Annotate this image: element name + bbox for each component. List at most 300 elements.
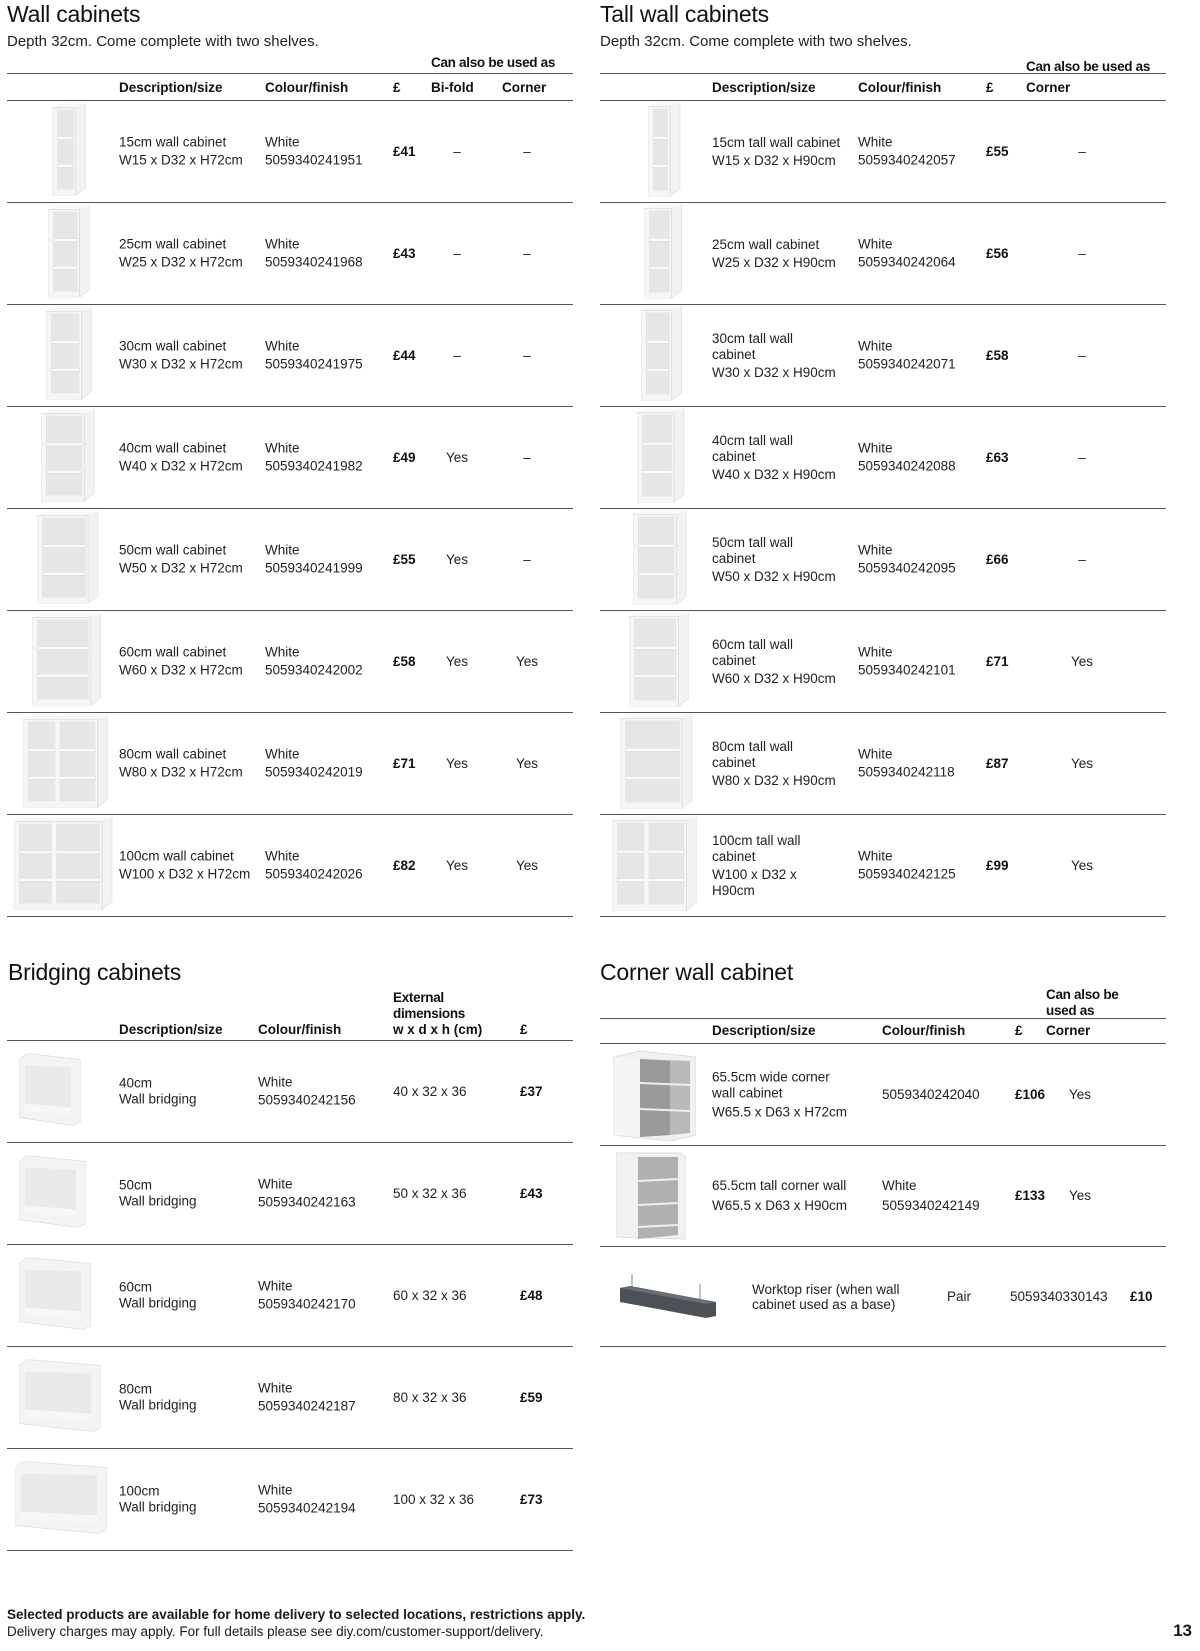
corner-use: – [1078, 449, 1086, 465]
corner-cabinet-image [610, 1049, 696, 1141]
header-price: £ [986, 80, 994, 95]
colour-finish [265, 542, 363, 577]
colour-finish [258, 1176, 356, 1211]
bifold-use: Yes [445, 653, 469, 669]
colour: White [265, 848, 300, 863]
colour-finish [258, 1380, 356, 1415]
bifold-use: Yes [445, 449, 469, 465]
tall-wall-cabinet-image [648, 102, 682, 201]
dimensions: W40 x D32 x H90cm [712, 466, 836, 482]
dimensions: W50 x D32 x H90cm [712, 568, 836, 584]
description [119, 1381, 197, 1414]
section-title: Bridging cabinets [8, 959, 182, 985]
table-row [7, 305, 573, 407]
external-dimensions: 100 x 32 x 36 [393, 1491, 475, 1507]
colour-finish [858, 644, 956, 679]
colour: White [858, 440, 893, 455]
table-row [7, 407, 573, 509]
colour: White [882, 1178, 917, 1193]
bifold-use: – [453, 245, 461, 261]
description-line2: Wall bridging [119, 1295, 197, 1311]
bridging-cabinet-image [19, 1359, 101, 1436]
price: £82 [393, 857, 416, 873]
table-row [7, 509, 573, 611]
table-row [600, 101, 1166, 203]
description-line2: cabinet [712, 448, 756, 464]
description-line1: 40cm tall wall [712, 432, 794, 448]
corner-use: Yes [515, 857, 539, 873]
external-dimensions: 40 x 32 x 36 [393, 1083, 467, 1099]
table-row [600, 509, 1166, 611]
dimensions: W60 x D32 x H90cm [712, 670, 836, 686]
corner-use: Yes [1070, 857, 1094, 873]
description-line1: 60cm tall wall [712, 636, 794, 652]
colour-finish [858, 440, 956, 475]
description [119, 542, 243, 577]
price: £58 [393, 653, 416, 669]
external-dimensions: 60 x 32 x 36 [393, 1287, 467, 1303]
super-header: Can also be used as [1026, 59, 1151, 74]
tall-wall-cabinet-image [644, 204, 684, 303]
description-line1: 15cm wall cabinet [119, 134, 227, 149]
wall-cabinet-image [48, 205, 92, 302]
description [119, 134, 243, 169]
header-description: Description/size [119, 80, 223, 95]
bridging-cabinet-rows [7, 1041, 573, 1551]
description [712, 433, 836, 483]
header-external-line3: w x d x h (cm) [393, 1022, 483, 1037]
description-line1: 50cm wall cabinet [119, 542, 227, 557]
corner-use: – [1078, 245, 1086, 261]
table-row [600, 815, 1166, 917]
description [119, 1279, 197, 1312]
wall-cabinet-image [37, 511, 100, 608]
description-line2: cabinet [712, 848, 756, 864]
description-line1: 60cm wall cabinet [119, 644, 227, 659]
colour: White [858, 338, 893, 353]
colour-finish [265, 644, 363, 679]
header-description: Description/size [712, 1023, 816, 1038]
tall-wall-cabinet-image [629, 612, 690, 711]
price: £48 [520, 1287, 543, 1303]
tall-corner-cabinet-image [616, 1149, 686, 1243]
colour: White [265, 236, 300, 251]
table-row [7, 1041, 573, 1143]
product-code: 5059340241968 [265, 254, 363, 270]
header-corner: Corner [1026, 80, 1071, 95]
dimensions-line2: H90cm [712, 882, 755, 898]
worktop-riser-image [620, 1272, 720, 1322]
description-line1: 80cm wall cabinet [119, 746, 227, 761]
description-line1: 15cm tall wall cabinet [712, 134, 841, 150]
colour-finish [858, 134, 956, 169]
corner-use: – [523, 551, 531, 567]
price: £99 [986, 857, 1009, 873]
wall-cabinet-image [23, 715, 109, 812]
section-title: Wall cabinets [7, 1, 141, 27]
tall-wall-cabinet-image [633, 510, 688, 609]
corner-use: – [523, 245, 531, 261]
tall-wall-cabinet-image [620, 714, 694, 813]
header-corner: Corner [502, 80, 547, 95]
description-line1: 100cm tall wall [712, 832, 801, 848]
description-line2: Wall bridging [119, 1397, 197, 1413]
table-row [600, 1146, 1166, 1247]
colour-finish [265, 746, 363, 781]
description-line1: 100cm [119, 1483, 160, 1498]
description [119, 1075, 197, 1108]
description-line1: 25cm wall cabinet [712, 236, 820, 252]
product-code: 5059340330143 [1010, 1288, 1108, 1304]
price: £66 [986, 551, 1009, 567]
super-header: Can also be used as [431, 55, 556, 70]
corner-use: Yes [1069, 1086, 1092, 1102]
header-colour: Colour/finish [258, 1022, 342, 1037]
colour-finish [858, 542, 956, 577]
description-line1: 30cm tall wall [712, 330, 794, 346]
product-code: 5059340242095 [858, 560, 956, 576]
price: £56 [986, 245, 1009, 261]
header-colour: Colour/finish [858, 80, 942, 95]
section-title: Corner wall cabinet [600, 959, 794, 985]
wall-cabinet-image [14, 817, 114, 914]
wall-cabinet-image [52, 103, 88, 200]
description [712, 739, 836, 789]
product-code: 5059340241999 [265, 560, 363, 576]
table-header [7, 1023, 573, 1041]
dimensions: W25 x D32 x H72cm [119, 254, 243, 270]
colour-finish [265, 848, 363, 883]
description [712, 1178, 847, 1214]
external-dimensions: 50 x 32 x 36 [393, 1185, 467, 1201]
table-header [600, 1018, 1166, 1044]
colour: White [858, 134, 893, 149]
bifold-use: – [453, 347, 461, 363]
tall-wall-cabinets-section [600, 0, 1166, 917]
description-line1: 60cm [119, 1279, 153, 1294]
price: £133 [1015, 1187, 1046, 1203]
description-line1: 65.5cm wide corner [712, 1068, 830, 1084]
colour-finish [265, 440, 363, 475]
tall-wall-cabinet-image [637, 408, 686, 507]
price: £106 [1015, 1086, 1046, 1102]
price: £71 [393, 755, 416, 771]
footer-line2: Delivery charges may apply. For full details please see diy.com/customer-support/delivery. [7, 1624, 544, 1639]
colour: White [265, 746, 300, 761]
page-number: 13 [1173, 1621, 1192, 1640]
description [712, 1069, 847, 1121]
description-line2: Wall bridging [119, 1091, 197, 1107]
header-description: Description/size [119, 1022, 223, 1037]
colour: White [265, 644, 300, 659]
table-row [7, 101, 573, 203]
colour-finish [882, 1178, 980, 1214]
footer-line1: Selected products are available for home delivery to selected locations, restrictions apply. [7, 1607, 586, 1622]
price: £10 [1130, 1288, 1153, 1304]
description-line2: Wall bridging [119, 1499, 197, 1515]
description [119, 338, 243, 373]
table-row [7, 1143, 573, 1245]
table-row [7, 203, 573, 305]
price: £87 [986, 755, 1009, 771]
dimensions: W60 x D32 x H72cm [119, 662, 243, 678]
corner-use: Yes [1070, 653, 1094, 669]
dimensions: W100 x D32 x H72cm [119, 866, 251, 882]
colour-finish [858, 848, 956, 883]
price: £71 [986, 653, 1009, 669]
description-line2: cabinet [712, 346, 756, 362]
header-description: Description/size [712, 80, 816, 95]
dimensions: W15 x D32 x H72cm [119, 152, 243, 168]
colour-finish [858, 746, 955, 781]
dimensions: W30 x D32 x H72cm [119, 356, 243, 372]
header-external-line1: External [393, 990, 444, 1005]
bifold-use: Yes [445, 551, 469, 567]
tall-wall-cabinet-image [612, 816, 698, 915]
product-code: 5059340242002 [265, 662, 363, 678]
price: £58 [986, 347, 1009, 363]
dimensions: W80 x D32 x H72cm [119, 764, 243, 780]
dimensions: W80 x D32 x H90cm [712, 772, 836, 788]
description [119, 1177, 197, 1210]
description-line2: cabinet used as a base) [752, 1296, 896, 1312]
header-external-line2: dimensions [393, 1006, 466, 1021]
description-line1: 30cm wall cabinet [119, 338, 227, 353]
super-header-line2: used as [1046, 1003, 1095, 1018]
corner-use: – [1078, 143, 1086, 159]
description-line1: 25cm wall cabinet [119, 236, 227, 251]
bifold-use: Yes [445, 755, 469, 771]
price: £59 [520, 1389, 543, 1405]
header-colour: Colour/finish [265, 80, 349, 95]
description-line1: 50cm tall wall [712, 534, 794, 550]
table-row [600, 407, 1166, 509]
table-row [7, 1449, 573, 1551]
table-row [600, 713, 1166, 815]
description-line2: Wall bridging [119, 1193, 197, 1209]
dimensions: W65.5 x D63 x H72cm [712, 1103, 848, 1119]
table-row [7, 815, 573, 917]
description [119, 746, 243, 781]
description-line1: 65.5cm tall corner wall [712, 1178, 847, 1193]
header-colour: Colour/finish [882, 1023, 966, 1038]
colour: White [858, 848, 893, 863]
description-line2: cabinet [712, 550, 756, 566]
corner-use: – [523, 143, 531, 159]
description-line1: 80cm [119, 1381, 153, 1396]
wall-cabinet-image [32, 613, 103, 710]
product-code: 5059340242071 [858, 356, 956, 372]
description-line2: cabinet [712, 754, 756, 770]
bridging-cabinets-table [7, 989, 573, 1551]
bifold-use: – [453, 143, 461, 159]
colour: White [858, 236, 893, 251]
colour: White [858, 746, 893, 761]
description-line1: Worktop riser (when wall [752, 1281, 900, 1297]
corner-use: – [523, 449, 531, 465]
colour-finish [265, 236, 363, 271]
price: £73 [520, 1491, 543, 1507]
colour-finish [258, 1074, 356, 1109]
price: £55 [393, 551, 416, 567]
colour: White [258, 1074, 293, 1089]
description [119, 1483, 197, 1516]
description [712, 535, 836, 585]
description-line1: 50cm [119, 1177, 153, 1192]
colour: White [265, 440, 300, 455]
description [119, 644, 243, 679]
description-line2: cabinet [712, 652, 756, 668]
table-row [7, 1347, 573, 1449]
corner-use: Yes [1070, 755, 1094, 771]
tall-wall-cabinets-table [600, 53, 1166, 917]
description [712, 135, 840, 169]
colour-finish [265, 134, 363, 169]
product-code: 5059340242101 [858, 662, 956, 678]
wall-cabinets-section [7, 0, 573, 917]
table-row [7, 1245, 573, 1347]
product-code: 5059340241982 [265, 458, 363, 474]
colour: White [265, 542, 300, 557]
table-header [7, 73, 573, 101]
corner-wall-cabinet-section [600, 959, 1166, 1347]
wall-cabinet-image [46, 307, 93, 404]
product-code: 5059340242156 [258, 1092, 356, 1108]
price: £41 [393, 143, 416, 159]
external-dimensions: 80 x 32 x 36 [393, 1389, 467, 1405]
header-bifold: Bi-fold [431, 80, 474, 95]
description-line1: 80cm tall wall [712, 738, 794, 754]
header-price: £ [1015, 1023, 1023, 1038]
tall-wall-cabinet-rows [600, 101, 1166, 917]
colour: White [858, 542, 893, 557]
description [119, 848, 250, 883]
tall-wall-cabinet-image [641, 306, 684, 405]
description [712, 833, 801, 899]
section-title: Tall wall cabinets [600, 1, 769, 27]
product-code: 5059340242026 [265, 866, 363, 882]
price: £37 [520, 1083, 543, 1099]
wall-cabinets-table [7, 53, 573, 917]
wall-cabinet-rows [7, 101, 573, 917]
corner-wall-cabinet-table [600, 986, 1166, 1347]
description [712, 331, 836, 381]
dimensions: W30 x D32 x H90cm [712, 364, 836, 380]
description-line1: 40cm [119, 1075, 153, 1090]
table-row [600, 305, 1166, 407]
description-line1: 100cm wall cabinet [119, 848, 234, 863]
corner-use: – [523, 347, 531, 363]
bridging-cabinet-image [19, 1155, 86, 1232]
price: £43 [393, 245, 416, 261]
product-code: 5059340242118 [858, 764, 955, 780]
header-corner: Corner [1046, 1023, 1091, 1038]
bifold-use: Yes [445, 857, 469, 873]
colour: White [258, 1176, 293, 1191]
dimensions: W50 x D32 x H72cm [119, 560, 243, 576]
product-code: 5059340242149 [882, 1197, 980, 1213]
product-code: 5059340242187 [258, 1398, 356, 1414]
dimensions: W15 x D32 x H90cm [712, 152, 836, 168]
section-subtitle: Depth 32cm. Come complete with two shelves. [7, 33, 319, 50]
colour-finish [265, 338, 363, 373]
corner-use: Yes [515, 755, 539, 771]
colour: White [265, 338, 300, 353]
product-code: 5059340242040 [882, 1086, 980, 1102]
header-price: £ [393, 80, 401, 95]
price: £49 [393, 449, 416, 465]
footer-note [7, 1606, 585, 1640]
table-row [7, 713, 573, 815]
dimensions: W40 x D32 x H72cm [119, 458, 243, 474]
colour-finish [858, 236, 956, 271]
table-header [600, 73, 1166, 101]
product-code: 5059340242194 [258, 1500, 356, 1516]
price: £55 [986, 143, 1009, 159]
corner-use: – [1078, 347, 1086, 363]
description-line1: 40cm wall cabinet [119, 440, 227, 455]
corner-use: Yes [515, 653, 539, 669]
description [752, 1282, 900, 1312]
dimensions: W25 x D32 x H90cm [712, 254, 836, 270]
description [119, 236, 243, 271]
product-code: 5059340242064 [858, 254, 956, 270]
table-row [600, 1044, 1166, 1146]
description-line2: wall cabinet [712, 1085, 783, 1101]
wall-cabinet-image [41, 409, 96, 506]
description [712, 637, 836, 687]
description [119, 440, 243, 475]
bridging-cabinet-image [19, 1257, 91, 1334]
product-code: 5059340242125 [858, 866, 956, 882]
super-header-line1: Can also be [1046, 987, 1119, 1002]
colour: White [258, 1380, 293, 1395]
bridging-cabinets-section [7, 959, 573, 1551]
dimensions: W65.5 x D63 x H90cm [712, 1197, 848, 1213]
table-row-worktop-riser [600, 1247, 1166, 1347]
description [712, 237, 836, 271]
colour-finish [258, 1278, 356, 1313]
product-code: 5059340241951 [265, 152, 363, 168]
section-subtitle: Depth 32cm. Come complete with two shelves. [600, 33, 912, 50]
table-row [600, 203, 1166, 305]
colour-finish [858, 338, 956, 373]
product-code: 5059340242057 [858, 152, 956, 168]
product-code: 5059340242163 [258, 1194, 356, 1210]
product-code: 5059340241975 [265, 356, 363, 372]
price: £43 [520, 1185, 543, 1201]
corner-use: – [1078, 551, 1086, 567]
header-price: £ [520, 1022, 528, 1037]
product-code: 5059340242019 [265, 764, 363, 780]
price: £44 [393, 347, 416, 363]
price: £63 [986, 449, 1009, 465]
bridging-cabinet-image [19, 1053, 81, 1130]
colour: White [258, 1482, 293, 1497]
colour: White [265, 134, 300, 149]
corner-use: Yes [1069, 1187, 1092, 1203]
product-code: 5059340242088 [858, 458, 956, 474]
product-code: 5059340242170 [258, 1296, 356, 1312]
dimensions: W100 x D32 x [712, 866, 797, 882]
colour: White [258, 1278, 293, 1293]
table-row [600, 611, 1166, 713]
bridging-cabinet-image [15, 1461, 107, 1538]
colour-finish [258, 1482, 356, 1517]
quantity: Pair [947, 1288, 972, 1304]
table-row [7, 611, 573, 713]
colour: White [858, 644, 893, 659]
